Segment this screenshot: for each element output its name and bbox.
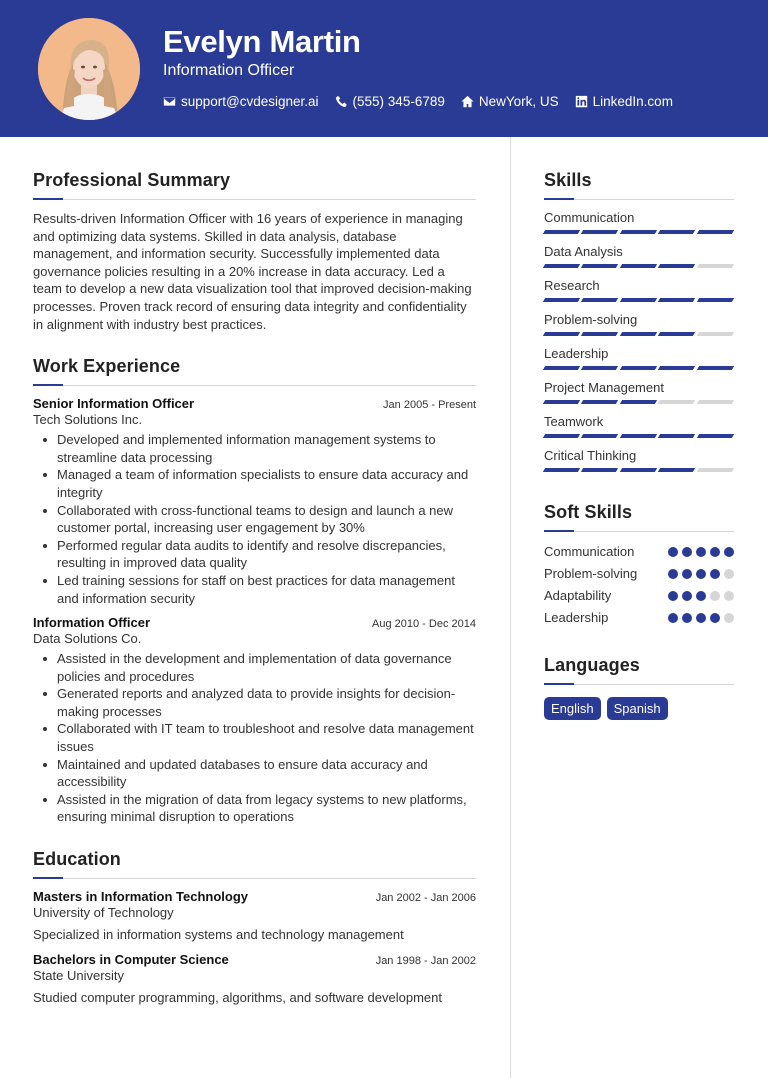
bullet-item: Developed and implemented information management systems to streamline data processing xyxy=(33,431,476,466)
soft-skill-item xyxy=(544,610,734,625)
language-tag: Spanish xyxy=(607,697,668,720)
rating-dot xyxy=(696,613,706,623)
skill-level-segment xyxy=(543,366,581,370)
rating-dot xyxy=(668,613,678,623)
skill-level-segment xyxy=(581,366,619,370)
degree-date: Jan 2002 - Jan 2006 xyxy=(375,892,476,905)
skill-level-segment xyxy=(543,400,581,404)
skill-level-segment xyxy=(620,298,658,302)
contact-linkedin[interactable] xyxy=(575,94,673,109)
section-rule xyxy=(33,198,476,200)
languages-list xyxy=(544,697,734,720)
skill-item xyxy=(544,210,734,234)
skill-level-segment xyxy=(581,468,619,472)
skill-level-segment xyxy=(620,230,658,234)
bullet-item: Assisted in the development and implementation of data governance policies and procedures xyxy=(33,650,476,685)
home-icon xyxy=(461,95,474,108)
job-entry xyxy=(33,615,476,826)
degree-title: Masters in Information Technology xyxy=(33,889,249,905)
envelope-icon xyxy=(163,95,176,108)
soft-skill-name: Adaptability xyxy=(544,588,612,603)
soft-skills-section xyxy=(544,502,734,625)
language-tag: English xyxy=(544,697,601,720)
skill-level-segment xyxy=(543,264,581,268)
skill-level-segment xyxy=(620,400,658,404)
rating-dot xyxy=(724,591,734,601)
soft-skill-name: Communication xyxy=(544,544,635,559)
degree-title: Bachelors in Computer Science xyxy=(33,952,229,968)
school-name: State University xyxy=(33,968,125,984)
school-name: University of Technology xyxy=(33,905,174,921)
skill-level-bar xyxy=(544,400,734,404)
soft-skill-rating xyxy=(668,547,734,557)
section-title-skills: Skills xyxy=(544,170,592,190)
skill-level-segment xyxy=(696,298,734,302)
job-entry xyxy=(33,396,476,607)
experience-section xyxy=(33,356,476,826)
skill-item xyxy=(544,346,734,370)
summary-section xyxy=(33,170,476,333)
portrait-image xyxy=(38,18,140,120)
rating-dot xyxy=(710,569,720,579)
skill-item xyxy=(544,448,734,472)
linkedin-icon xyxy=(575,95,588,108)
summary-text: Results-driven Information Officer with 16 years of experience in managing and optimizing data systems. Skilled in data analysis, database management, and information security. Successfully implemented data governance policies resulting in a 20% increase in data accuracy. Led a team to develop a new data visualization tool that improved decision-making processes. Proven track record of ensuring data integrity and confidentiality in alignment with industry best practices. xyxy=(33,211,472,332)
skill-level-bar xyxy=(544,366,734,370)
skill-level-segment xyxy=(658,264,696,268)
bullet-item: Generated reports and analyzed data to provide insights for decision-making processes xyxy=(33,685,476,720)
skill-level-segment xyxy=(620,434,658,438)
skill-level-segment xyxy=(581,264,619,268)
bullet-item: Collaborated with cross-functional teams to design and launch a new customer portal, increasing user engagement by 30% xyxy=(33,502,476,537)
candidate-role: Information Officer xyxy=(163,62,295,79)
degree-description: Studied computer programming, algorithms, and software development xyxy=(33,990,442,1006)
bullet-item: Managed a team of information specialists to ensure data accuracy and integrity xyxy=(33,466,476,501)
skill-level-segment xyxy=(658,332,696,336)
section-rule xyxy=(33,877,476,879)
contact-email[interactable] xyxy=(163,94,319,109)
skill-level-segment xyxy=(620,264,658,268)
skill-level-segment xyxy=(543,434,581,438)
skill-item xyxy=(544,380,734,404)
section-title-education: Education xyxy=(33,849,121,870)
skill-name: Teamwork xyxy=(544,414,604,429)
contact-location-text: NewYork, US xyxy=(478,94,559,109)
soft-skill-name: Leadership xyxy=(544,610,609,625)
skill-level-segment xyxy=(581,332,619,336)
section-rule xyxy=(544,530,734,532)
degree-description: Specialized in information systems and technology management xyxy=(33,927,404,943)
rating-dot xyxy=(668,591,678,601)
job-company: Tech Solutions Inc. xyxy=(33,412,143,428)
rating-dot xyxy=(668,569,678,579)
skill-name: Critical Thinking xyxy=(544,448,637,463)
contact-linkedin-text: LinkedIn.com xyxy=(592,94,673,109)
rating-dot xyxy=(724,547,734,557)
skill-level-bar xyxy=(544,468,734,472)
candidate-name: Evelyn Martin xyxy=(163,24,361,59)
job-date: Jan 2005 - Present xyxy=(383,399,476,412)
skill-level-segment xyxy=(543,468,581,472)
education-section xyxy=(33,849,476,1005)
soft-skill-name: Problem-solving xyxy=(544,566,638,581)
job-bullets xyxy=(33,650,476,826)
skill-level-segment xyxy=(581,434,619,438)
skill-level-segment xyxy=(581,298,619,302)
skill-level-segment xyxy=(658,230,696,234)
rating-dot xyxy=(682,547,692,557)
skill-level-segment xyxy=(696,400,734,404)
skill-level-segment xyxy=(658,366,696,370)
skills-section xyxy=(544,170,734,472)
skill-name: Communication xyxy=(544,210,635,225)
contact-email-text: support@cvdesigner.ai xyxy=(181,94,319,109)
skill-level-segment xyxy=(543,230,581,234)
skill-item xyxy=(544,312,734,336)
skill-level-segment xyxy=(696,264,734,268)
rating-dot xyxy=(696,591,706,601)
bullet-item: Collaborated with IT team to troubleshoot and resolve data management issues xyxy=(33,720,476,755)
resume-header xyxy=(0,0,768,137)
skill-level-bar xyxy=(544,434,734,438)
skill-name: Leadership xyxy=(544,346,609,361)
skill-level-segment xyxy=(696,332,734,336)
skill-level-bar xyxy=(544,298,734,302)
skill-name: Data Analysis xyxy=(544,244,623,259)
rating-dot xyxy=(710,547,720,557)
bullet-item: Led training sessions for staff on best practices for data management and information security xyxy=(33,572,476,607)
skill-level-segment xyxy=(696,366,734,370)
soft-skills-list xyxy=(544,544,734,625)
soft-skill-rating xyxy=(668,613,734,623)
section-rule xyxy=(544,683,734,685)
soft-skill-item xyxy=(544,544,734,559)
rating-dot xyxy=(682,613,692,623)
rating-dot xyxy=(724,569,734,579)
skill-level-segment xyxy=(696,230,734,234)
rating-dot xyxy=(710,613,720,623)
contact-phone-text: (555) 345-6789 xyxy=(352,94,445,109)
skills-list xyxy=(544,210,734,472)
job-date: Aug 2010 - Dec 2014 xyxy=(372,618,476,631)
soft-skill-item xyxy=(544,566,734,581)
section-title-soft-skills: Soft Skills xyxy=(544,502,633,522)
job-company: Data Solutions Co. xyxy=(33,631,142,647)
skill-level-segment xyxy=(543,332,581,336)
skill-level-segment xyxy=(696,468,734,472)
skill-level-bar xyxy=(544,264,734,268)
job-title: Senior Information Officer xyxy=(33,396,195,412)
degree-date: Jan 1998 - Jan 2002 xyxy=(375,955,476,968)
contact-location xyxy=(461,94,559,109)
skill-level-segment xyxy=(620,332,658,336)
profile-photo xyxy=(38,18,140,120)
skill-level-segment xyxy=(581,230,619,234)
skill-level-bar xyxy=(544,230,734,234)
sidebar-column xyxy=(544,170,734,720)
rating-dot xyxy=(724,613,734,623)
skill-name: Problem-solving xyxy=(544,312,638,327)
soft-skill-rating xyxy=(668,569,734,579)
skill-level-segment xyxy=(658,400,696,404)
skill-level-bar xyxy=(544,332,734,336)
section-title-experience: Work Experience xyxy=(33,356,181,377)
skill-level-segment xyxy=(696,434,734,438)
skill-level-segment xyxy=(658,298,696,302)
skill-item xyxy=(544,414,734,438)
job-bullets xyxy=(33,431,476,607)
column-divider xyxy=(510,137,511,1078)
skill-level-segment xyxy=(581,400,619,404)
contact-phone[interactable] xyxy=(335,94,445,109)
skill-level-segment xyxy=(658,468,696,472)
skill-level-segment xyxy=(620,468,658,472)
section-rule xyxy=(33,384,476,386)
section-title-summary: Professional Summary xyxy=(33,170,231,190)
skill-item xyxy=(544,244,734,268)
skill-name: Project Management xyxy=(544,380,664,395)
soft-skill-rating xyxy=(668,591,734,601)
rating-dot xyxy=(682,569,692,579)
soft-skill-item xyxy=(544,588,734,603)
skill-item xyxy=(544,278,734,302)
rating-dot xyxy=(668,547,678,557)
rating-dot xyxy=(696,547,706,557)
main-column xyxy=(33,170,476,1005)
skill-name: Research xyxy=(544,278,600,293)
section-title-languages: Languages xyxy=(544,655,640,675)
section-rule xyxy=(544,198,734,200)
languages-section xyxy=(544,655,734,720)
education-entry xyxy=(33,889,476,942)
contact-list xyxy=(163,94,673,109)
job-title: Information Officer xyxy=(33,615,151,631)
rating-dot xyxy=(710,591,720,601)
skill-level-segment xyxy=(658,434,696,438)
rating-dot xyxy=(682,591,692,601)
rating-dot xyxy=(696,569,706,579)
skill-level-segment xyxy=(620,366,658,370)
education-entry xyxy=(33,952,476,1005)
skill-level-segment xyxy=(543,298,581,302)
bullet-item: Maintained and updated databases to ensure data accuracy and accessibility xyxy=(33,756,476,791)
bullet-item: Assisted in the migration of data from legacy systems to new platforms, ensuring minimal disruption to operations xyxy=(33,791,476,826)
phone-icon xyxy=(335,95,348,108)
bullet-item: Performed regular data audits to identify and resolve discrepancies, resulting in improved data quality xyxy=(33,537,476,572)
